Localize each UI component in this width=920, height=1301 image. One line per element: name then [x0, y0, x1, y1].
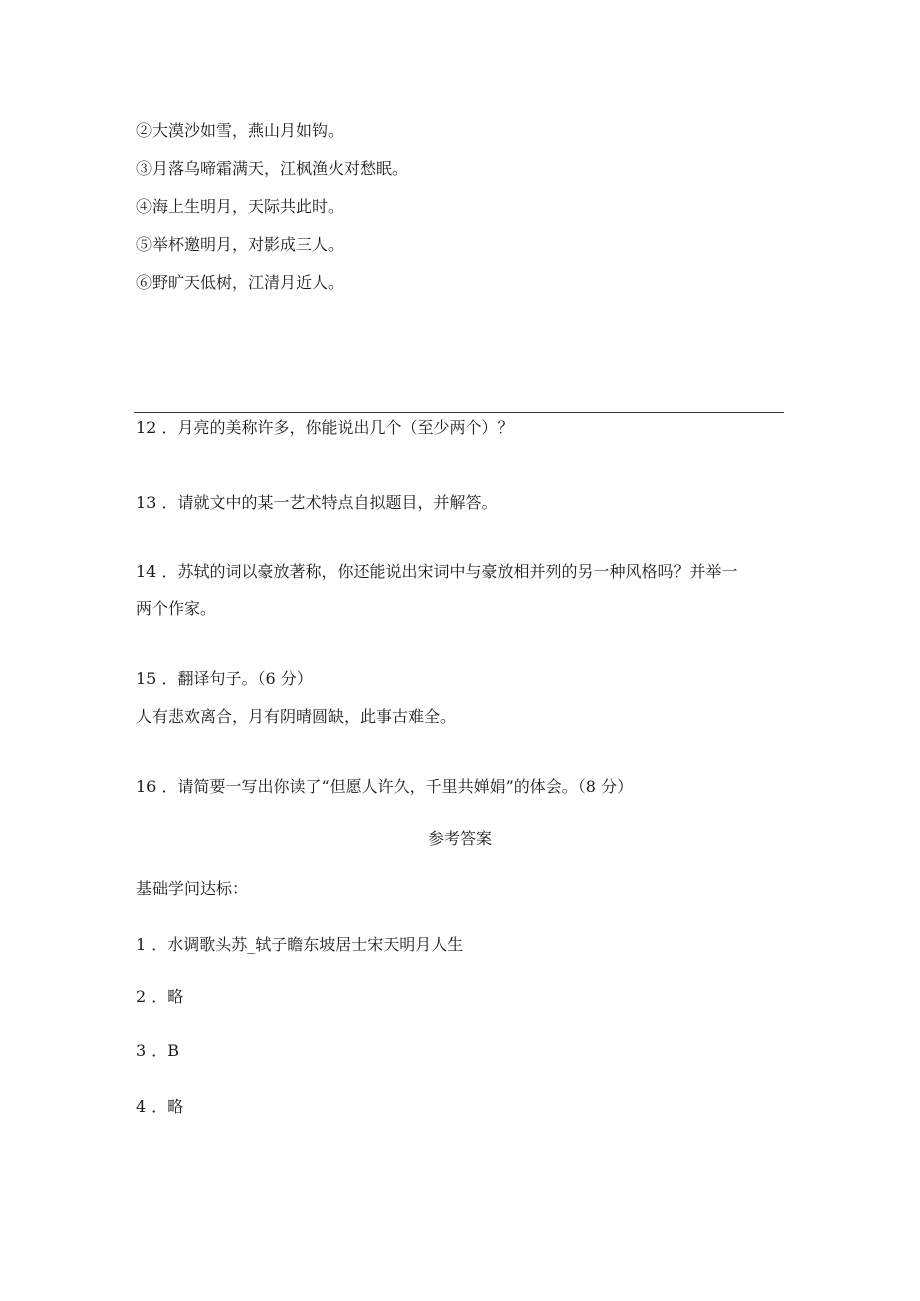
answers-section-title: 基础学问达标： [136, 879, 249, 898]
answer-item: 3 ．B [136, 1041, 180, 1060]
answer-item: 1 ．水调歌头苏_轼子瞻东坡居士宋天明月人生 [136, 935, 464, 954]
answer-item: 2 ．略 [136, 987, 184, 1006]
poem-line: ⑥野旷天低树，江清月近人。 [136, 273, 345, 292]
question-15: 15 ．翻译句子。（6 分） [136, 669, 313, 688]
poem-line: ③月落乌啼霜满天，江枫渔火对愁眠。 [136, 159, 409, 178]
question-15-sentence: 人有悲欢离合，月有阴晴圆缺，此事古难全。 [136, 707, 457, 726]
poem-line: ②大漠沙如雪，燕山月如钩。 [136, 121, 345, 140]
question-13: 13 ．请就文中的某一艺术特点自拟题目，并解答。 [136, 493, 498, 512]
question-12: 12 ．月亮的美称许多，你能说出几个（至少两个）？ [136, 418, 514, 437]
question-16: 16 ．请简要一写出你读了“但愿人许久，千里共婵娟”的体会。（8 分） [136, 777, 634, 796]
answer-item: 4 ．略 [136, 1097, 184, 1116]
poem-line: ⑤举杯邀明月，对影成三人。 [136, 235, 345, 254]
answer-blank-rule [134, 412, 784, 413]
poem-line: ④海上生明月，天际共此时。 [136, 197, 345, 216]
question-14-continued: 两个作家。 [136, 599, 217, 618]
question-14: 14 ．苏轼的词以豪放著称，你还能说出宋词中与豪放相并列的另一种风格吗？并举一 [136, 562, 738, 581]
answers-heading: 参考答案 [427, 829, 492, 848]
